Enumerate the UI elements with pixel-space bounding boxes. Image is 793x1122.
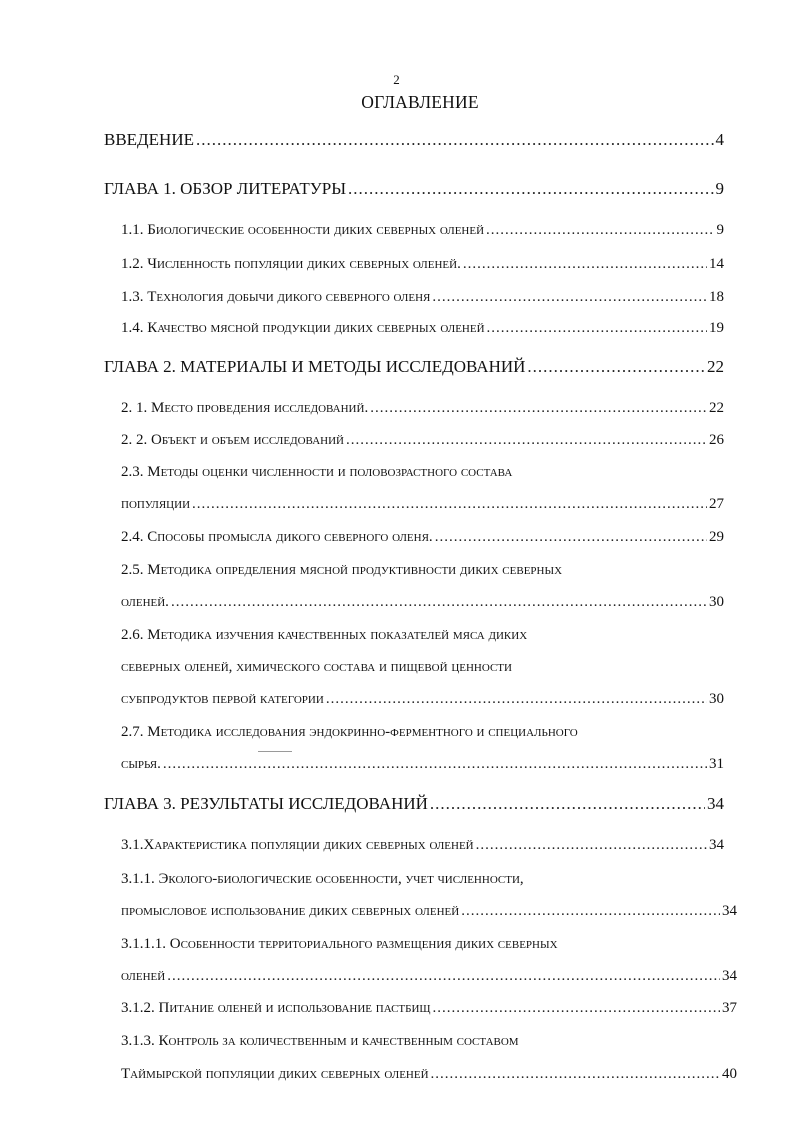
toc-label: сырья. bbox=[121, 756, 161, 772]
toc-label-line: 2.6. Методика изучения качественных показателей мяса диких bbox=[121, 627, 528, 643]
toc-entry-1-2[interactable] bbox=[0, 252, 793, 276]
toc-label: 2.4. Способы промысла дикого северного оленя. bbox=[121, 529, 433, 545]
toc-entry-chapter-1[interactable] bbox=[0, 177, 793, 201]
toc-label: 1.3. Технология добычи дикого северного оленя bbox=[121, 289, 431, 305]
toc-entry-2-3[interactable] bbox=[0, 492, 793, 516]
dot-leader bbox=[433, 996, 720, 1020]
toc-label: субпродуктов первой категории bbox=[121, 691, 324, 707]
toc-label-line: 2.3. Методы оценки численности и половозрастного состава bbox=[121, 464, 513, 480]
toc-page: 22 bbox=[709, 400, 724, 416]
toc-label-line: 3.1.1. Эколого-биологические особенности, учет численности, bbox=[121, 871, 524, 887]
toc-label-line: 2.5. Методика определения мясной продуктивности диких северных bbox=[121, 562, 563, 578]
toc-label: ГЛАВА 1. ОБЗОР ЛИТЕРАТУРЫ bbox=[104, 179, 347, 198]
dot-leader bbox=[163, 752, 707, 776]
toc-page: 27 bbox=[709, 496, 724, 512]
toc-label: 1.2. Численность популяции диких северных оленей. bbox=[121, 256, 461, 272]
toc-entry-2-2[interactable] bbox=[0, 428, 793, 452]
dot-leader bbox=[432, 285, 707, 309]
toc-page: 19 bbox=[709, 320, 724, 336]
dot-leader bbox=[370, 396, 707, 420]
toc-page: 18 bbox=[709, 289, 724, 305]
toc-page: 29 bbox=[709, 529, 724, 545]
dot-leader bbox=[346, 428, 707, 452]
toc-entry-1-3[interactable] bbox=[0, 285, 793, 309]
dot-leader bbox=[326, 687, 707, 711]
toc-entry-3-1-1[interactable] bbox=[0, 899, 793, 923]
toc-entry-chapter-3[interactable] bbox=[0, 792, 793, 816]
toc-page: 14 bbox=[709, 256, 724, 272]
toc-page: 9 bbox=[716, 222, 724, 238]
toc-entry-2-6[interactable] bbox=[0, 687, 793, 711]
toc-label: 2. 2. Объект и объем исследований bbox=[121, 432, 344, 448]
toc-label: 1.1. Биологические особенности диких северных оленей bbox=[121, 222, 485, 238]
toc-label: 3.1.2. Питание оленей и использование пастбищ bbox=[121, 1000, 431, 1016]
dot-leader bbox=[476, 833, 707, 857]
dot-leader bbox=[435, 525, 707, 549]
toc-label: ГЛАВА 3. РЕЗУЛЬТАТЫ ИССЛЕДОВАНИЙ bbox=[104, 794, 428, 813]
toc-entry-3-1[interactable] bbox=[0, 833, 793, 857]
toc-label: оленей bbox=[121, 968, 166, 984]
toc-entry-2-1[interactable] bbox=[0, 396, 793, 420]
dot-leader bbox=[348, 177, 713, 201]
toc-page: 4 bbox=[715, 130, 724, 149]
toc-page: 34 bbox=[722, 968, 737, 984]
toc-entry-2-5[interactable] bbox=[0, 590, 793, 614]
toc-page: 30 bbox=[709, 594, 724, 610]
toc-page: 31 bbox=[709, 756, 724, 772]
toc-label: ВВЕДЕНИЕ bbox=[104, 130, 194, 149]
dot-leader bbox=[486, 218, 714, 242]
toc-page: 37 bbox=[722, 1000, 737, 1016]
toc-label-line: 3.1.3. Контроль за количественным и качественным составом bbox=[121, 1033, 519, 1049]
dot-leader bbox=[461, 899, 720, 923]
toc-page: 9 bbox=[715, 179, 724, 198]
toc-page: 34 bbox=[709, 837, 724, 853]
toc-page: 34 bbox=[722, 903, 737, 919]
toc-entry-1-4[interactable] bbox=[0, 316, 793, 340]
toc-label: 2. 1. Место проведения исследований. bbox=[121, 400, 369, 416]
dot-leader bbox=[167, 964, 720, 988]
toc-page: 26 bbox=[709, 432, 724, 448]
dot-leader bbox=[192, 492, 707, 516]
dot-leader bbox=[527, 355, 705, 379]
toc-label-line: 2.7. Методика исследования эндокринно-ферментного и специального bbox=[121, 724, 578, 740]
toc-page: 40 bbox=[722, 1066, 737, 1082]
toc-entry-3-1-3[interactable] bbox=[0, 1062, 793, 1086]
toc-page: 22 bbox=[707, 357, 724, 376]
dot-leader bbox=[487, 316, 707, 340]
toc-entry-chapter-2[interactable] bbox=[0, 355, 793, 379]
toc-label-line: 3.1.1.1. Особенности территориального размещения диких северных bbox=[121, 936, 558, 952]
toc-label: промысловое использование диких северных оленей bbox=[121, 903, 460, 919]
page-title: ОГЛАВЛЕНИЕ bbox=[361, 92, 479, 112]
toc-label: популяции bbox=[121, 496, 191, 512]
toc-entry-2-7[interactable] bbox=[0, 752, 793, 776]
toc-label: 1.4. Качество мясной продукции диких северных оленей bbox=[121, 320, 485, 336]
toc-entry-introduction[interactable] bbox=[0, 128, 793, 152]
toc-label: Таймырской популяции диких северных оленей bbox=[121, 1066, 429, 1082]
dot-leader bbox=[430, 792, 705, 816]
dot-leader bbox=[463, 252, 707, 276]
page-number: 2 bbox=[393, 72, 400, 87]
toc-label: ГЛАВА 2. МАТЕРИАЛЫ И МЕТОДЫ ИССЛЕДОВАНИЙ bbox=[104, 357, 526, 376]
toc-page: 34 bbox=[707, 794, 724, 813]
toc-entry-3-1-2[interactable] bbox=[0, 996, 793, 1020]
toc-entry-1-1[interactable] bbox=[0, 218, 793, 242]
dot-leader bbox=[196, 128, 714, 152]
toc-label: 3.1.Характеристика популяции диких северных оленей bbox=[121, 837, 474, 853]
toc-label-line: северных оленей, химического состава и пищевой ценности bbox=[121, 659, 512, 675]
toc-entry-2-4[interactable] bbox=[0, 525, 793, 549]
toc-label: оленей. bbox=[121, 594, 169, 610]
dot-leader bbox=[431, 1062, 720, 1086]
toc-page: 30 bbox=[709, 691, 724, 707]
toc-entry-3-1-1-1[interactable] bbox=[0, 964, 793, 988]
dot-leader bbox=[171, 590, 707, 614]
